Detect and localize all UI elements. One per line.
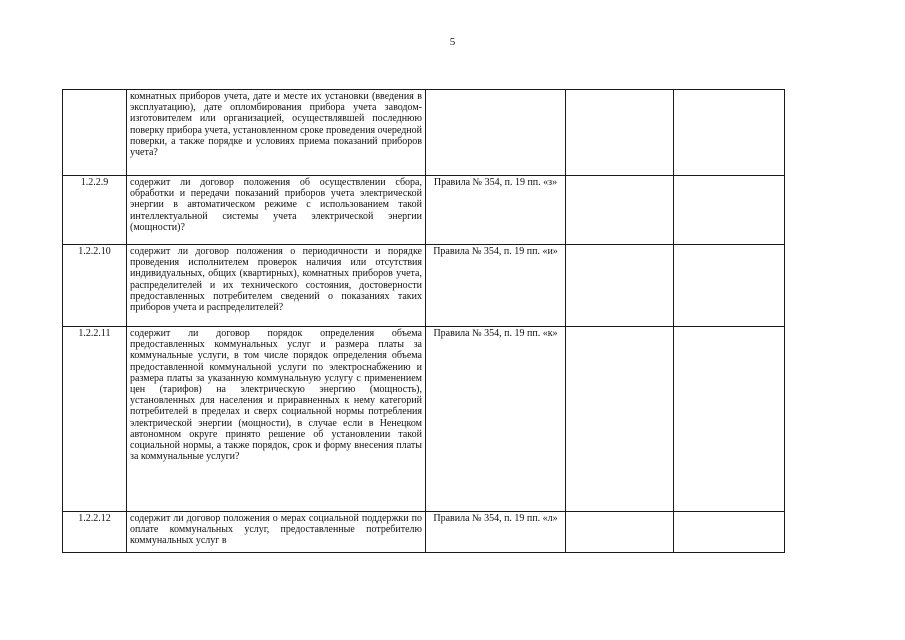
question-text: содержит ли договор положения о периодичности и порядке проведения исполнителем проверок наличия или отсутствия индивидуальных, общих (квартирных), комнатных приборов учета, распределителей и их технического состояния, достоверности предоставленных потребителем сведений о показаниях таких приборов учета и распределителей? bbox=[127, 245, 426, 327]
note-cell bbox=[674, 90, 785, 176]
answer-cell bbox=[566, 512, 674, 553]
item-number: 1.2.2.9 bbox=[63, 176, 127, 245]
note-cell bbox=[674, 245, 785, 327]
note-cell bbox=[674, 327, 785, 512]
question-text: содержит ли договор положения об осуществлении сбора, обработки и передачи показаний приборов учета электрической энергии в автоматическом режиме с использованием такой интеллектуальной системы учета электрической энергии (мощности)? bbox=[127, 176, 426, 245]
note-cell bbox=[674, 176, 785, 245]
answer-cell bbox=[566, 327, 674, 512]
legal-reference bbox=[426, 90, 566, 176]
page-number: 5 bbox=[449, 36, 456, 48]
legal-reference: Правила № 354, п. 19 пп. «л» bbox=[426, 512, 566, 553]
checklist-table bbox=[62, 89, 785, 553]
legal-reference: Правила № 354, п. 19 пп. «к» bbox=[426, 327, 566, 512]
note-cell bbox=[674, 512, 785, 553]
question-text: комнатных приборов учета, дате и месте их установки (введения в эксплуатацию), дате опломбирования прибора учета заводом-изготовителем или организацией, осуществлявшей последнюю поверку прибора учета, установленном сроке проведения очередной поверки, а также порядке и условиях приема показаний приборов учета? bbox=[127, 90, 426, 176]
question-text: содержит ли договор положения о мерах социальной поддержки по оплате коммунальных услуг, предоставленные потребителю коммунальных услуг в bbox=[127, 512, 426, 553]
table-row bbox=[63, 512, 785, 553]
legal-reference: Правила № 354, п. 19 пп. «и» bbox=[426, 245, 566, 327]
table-row bbox=[63, 245, 785, 327]
question-text: содержит ли договор порядок определения объема предоставленных коммунальных услуг и размера платы за коммунальные услуги, в том числе порядок определения объема предоставленной коммунальной услуги по электроснабжению и размера платы за указанную коммунальную услугу с применением цен (тарифов) на электрическую энергию (мощность), установленных для населения и приравненных к нему категорий потребителей в пределах и сверх социальной нормы потребления электрической энергии (мощности), в случае если в Ненецком автономном округе принято решение об установлении такой социальной нормы, а также порядок, срок и форму внесения платы за коммунальные услуги? bbox=[127, 327, 426, 512]
answer-cell bbox=[566, 176, 674, 245]
legal-reference: Правила № 354, п. 19 пп. «з» bbox=[426, 176, 566, 245]
table-row bbox=[63, 327, 785, 512]
item-number bbox=[63, 90, 127, 176]
table-row bbox=[63, 176, 785, 245]
item-number: 1.2.2.11 bbox=[63, 327, 127, 512]
answer-cell bbox=[566, 90, 674, 176]
table-row bbox=[63, 90, 785, 176]
item-number: 1.2.2.12 bbox=[63, 512, 127, 553]
answer-cell bbox=[566, 245, 674, 327]
item-number: 1.2.2.10 bbox=[63, 245, 127, 327]
